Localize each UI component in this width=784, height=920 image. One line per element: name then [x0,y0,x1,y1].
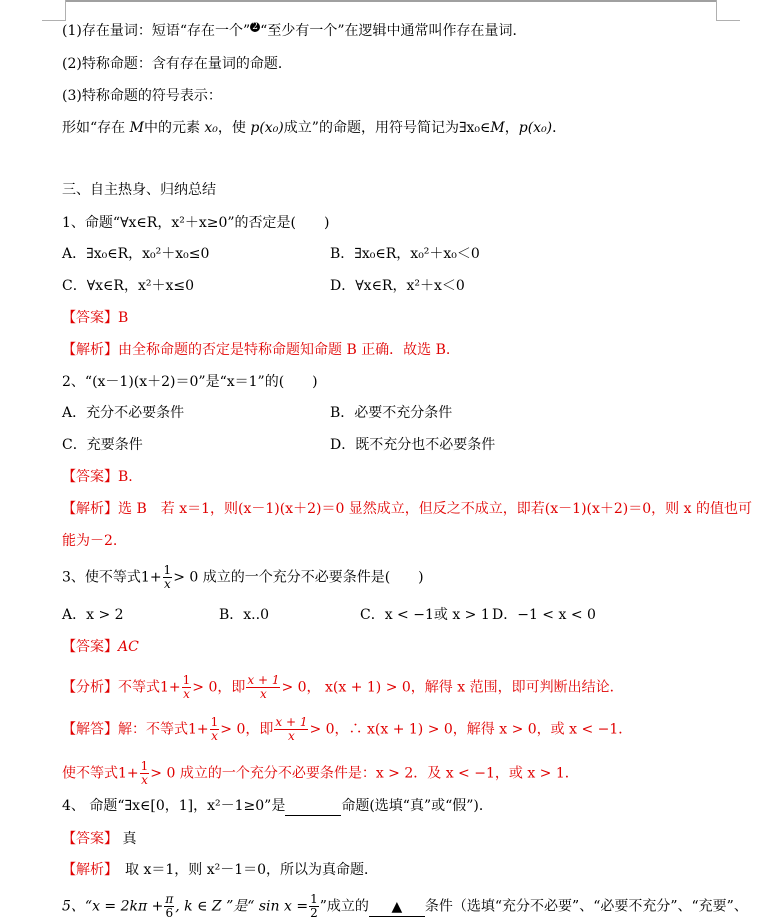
analysis-label: 【解析】 [62,501,118,517]
option-d: D．∀x∈R，x²＋x＜0 [330,278,465,294]
question-4-answer [62,830,136,848]
page-top-edge [65,0,717,2]
answer-value: 真 [118,831,137,847]
definition-symbol-form [62,119,566,137]
option-d: D．−1 < x < 0 [492,607,596,623]
text: ”成立的 [319,898,369,915]
question-1-answer [62,309,128,327]
numerator: 1 [182,673,191,687]
answer-label: 【答案】 [62,469,118,485]
denominator: x [288,729,295,743]
question-3-conclusion [62,760,579,787]
text: 成立”的命题，用符号简记为∃x₀∈ [283,120,491,136]
numerator: 1 [163,563,172,577]
fraction [163,564,173,591]
answer-label: 【答案】 [62,639,118,655]
denominator: x [141,773,148,787]
question-2-options-row2 [62,436,496,454]
question-3-fenxi [62,674,624,701]
option-c: C．充要条件 [62,437,143,453]
question-2-answer [62,468,133,486]
text: > 0，即 [220,721,274,738]
math: 5、“x = 2kπ + [62,898,164,915]
numerator: 1 [310,892,318,906]
option-b: B．x..0 [219,607,269,623]
denominator: 6 [165,906,174,920]
definition-particular-proposition: (2)特称命题：含有存在量词的命题． [62,56,292,72]
denominator: x [163,577,171,591]
numerator: 1 [210,715,219,729]
answer-value: AC [118,639,139,655]
definition-symbol-heading: (3)特称命题的符号表示： [62,88,222,104]
math: p(x₀) [518,120,553,136]
text: > 0，即 [192,679,246,696]
page-corner-mark-right [716,20,740,21]
question-4-analysis [62,861,378,879]
text: 解：不等式1+ [118,721,209,738]
fraction [309,893,319,920]
option-a: A．x > 2 [62,607,124,623]
text: 使不等式1+ [62,765,139,782]
math: M [129,120,144,136]
option-c: C．x < −1或 x > 1 [360,607,490,623]
math: x₀ [204,120,218,136]
text: > 0，∴ x(x + 1) > 0，解得 x > 0，或 x < −1． [309,721,633,738]
text: 命题(选填“真”或“假”)． [341,798,493,814]
text: ，使 [217,120,251,136]
question-3-answer [62,638,139,656]
page-corner-mark-left [42,20,66,21]
question-2-stem: 2、“(x－1)(x＋2)＝0”是“x＝1”的( ) [62,374,318,390]
text: > 0 成立的一个充分不必要条件是：x > 2．及 x < −1，或 x > 1． [150,765,579,782]
option-d: D．既不充分也不必要条件 [330,437,496,453]
option-a: A．充分不必要条件 [62,405,185,421]
question-3-stem [62,564,424,591]
fenxi-label: 【分析】 [62,679,118,696]
question-2-options-row1 [62,404,453,422]
text: “至少有一个”在逻辑中通常叫作存在量词． [260,23,527,39]
jieda-label: 【解答】 [62,721,118,738]
numerator: π [165,892,174,906]
denominator: 2 [310,906,318,920]
analysis-text: 选 B 若 x＝1，则(x－1)(x＋2)＝0 显然成立，但反之不成立，即若(x－1)(x＋2)＝0，则 x 的值也可 [118,501,752,517]
question-1-analysis [62,341,450,359]
math: M [490,120,505,136]
question-5-stem [62,893,748,920]
answer-value: B [118,310,129,326]
text: > 0， x(x + 1) > 0，解得 x 范围，即可判断出结论． [281,679,624,696]
triangle-marker-icon: ▲ [391,898,403,915]
analysis-label: 【解析】 [62,862,111,878]
fraction [246,674,280,701]
denominator: x [183,687,190,701]
analysis-label: 【解析】 [62,342,118,358]
numerator: x + 1 [247,673,280,687]
question-3-jieda [62,716,632,743]
question-1-stem: 1、命题“∀x∈R，x²＋x≥0”的否定是( ) [62,215,330,231]
question-2-analysis [62,500,752,518]
analysis-text: 由全称命题的否定是特称命题知命题 B 正确．故选 B. [118,342,451,358]
text: ， [504,120,519,136]
text: 3、使不等式1+ [62,569,162,586]
question-3-options [62,606,596,624]
text: 形如“存在 [62,120,130,136]
text: (1)存在量词：短语“存在一个” [62,23,251,39]
analysis-text: 取 x＝1，则 x²－1＝0，所以为真命题． [111,862,379,878]
fill-in-blank [285,797,341,816]
fill-in-blank [369,898,425,917]
text: ． [552,120,567,136]
text: 不等式1+ [118,679,181,696]
math: , k ∈ Z ”是“ sin x = [175,898,309,915]
question-1-options-row1 [62,245,480,263]
question-2-analysis-cont: 能为－2. [62,533,118,549]
section-heading: 三、自主热身、归纳总结 [62,182,216,198]
page-corner-mark-left [65,0,66,20]
denominator: x [260,687,267,701]
text: > 0 成立的一个充分不必要条件是( ) [173,569,424,586]
option-b: B．∃x₀∈R，x₀²＋x₀＜0 [330,246,480,262]
page-corner-mark-right [716,0,717,20]
text: 条件（选填“充分不必要”、“必要不充分”、“充要”、 [424,898,748,915]
question-1-options-row2 [62,277,465,295]
fraction [182,674,192,701]
answer-label: 【答案】 [62,831,118,847]
fraction [274,716,308,743]
answer-value: B. [118,469,133,485]
option-c: C．∀x∈R，x²＋x≤0 [62,278,195,294]
text: 4、 命题“∃x∈[0，1]，x²－1≥0”是 [62,798,286,814]
option-b: B．必要不充分条件 [330,405,453,421]
numerator: 1 [140,759,149,773]
math: p(x₀) [250,120,284,136]
numerator: x + 1 [275,715,308,729]
fraction [164,893,174,920]
footnote-badge: 2 [250,22,260,32]
fraction [210,716,220,743]
option-a: A．∃x₀∈R，x₀²＋x₀≤0 [62,246,210,262]
answer-label: 【答案】 [62,310,118,326]
question-4-stem [62,797,493,816]
definition-existential-quantifier [62,22,526,40]
fraction [140,760,150,787]
denominator: x [211,729,218,743]
text: 中的元素 [143,120,205,136]
